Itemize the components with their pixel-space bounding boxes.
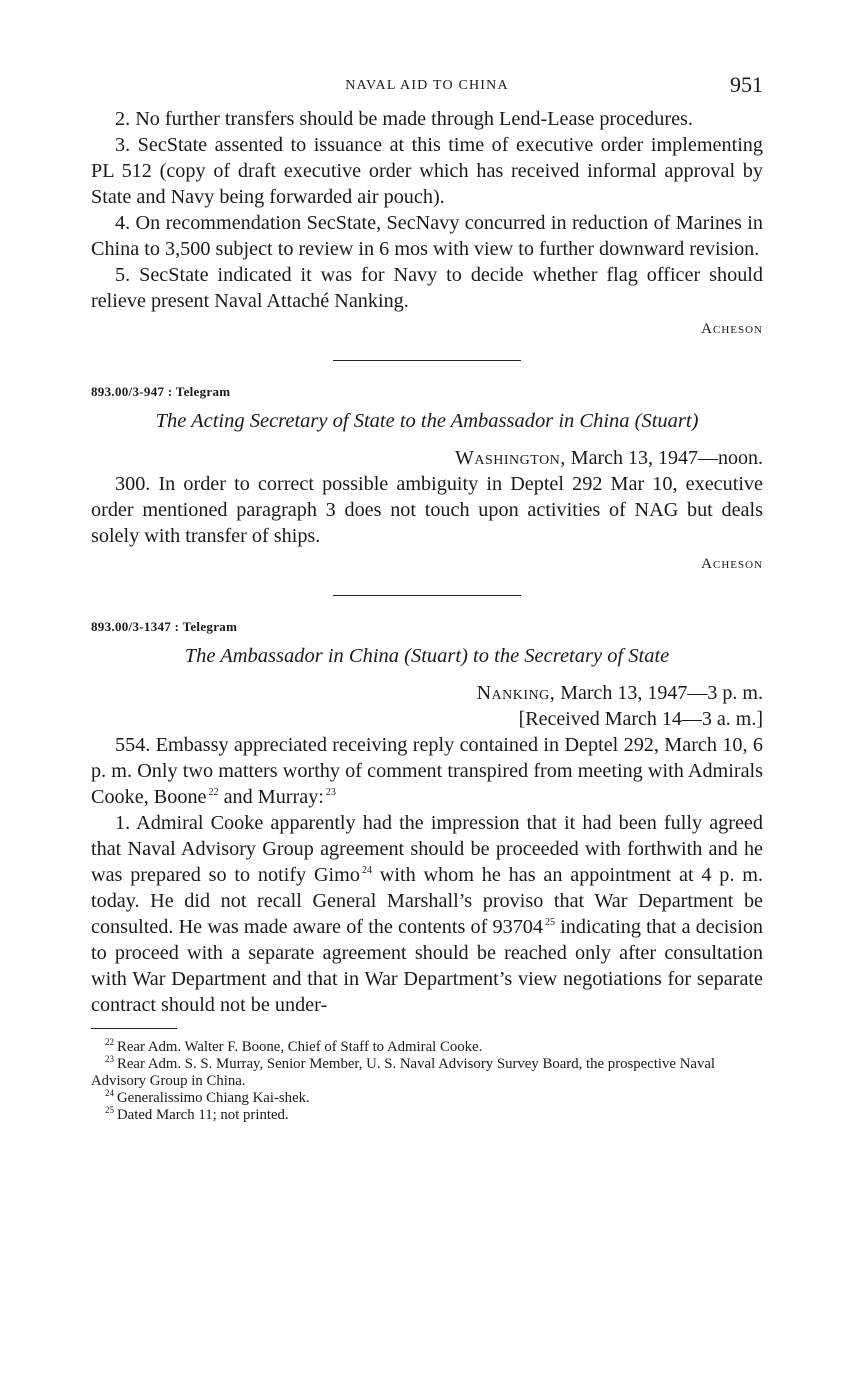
footnote-text: Dated March 11; not printed. <box>117 1107 289 1123</box>
document-telegram-2 <box>91 618 763 1018</box>
paragraph: 5. SecState indicated it was for Navy to decide whether flag officer should relieve present Naval Attaché Nanking. <box>91 264 763 312</box>
paragraph-text: 1. Admiral Cooke apparently had the impression that it had been fully agreed that Naval Advisory Group agreement should be proceeded with forthwith and he was prepared so to notify Gimo <box>91 812 763 886</box>
page-number: 951 <box>730 72 763 97</box>
paragraph: 4. On recommendation SecState, SecNavy concurred in reduction of Marines in China to 3,500 subject to review in 6 mos with view to further downward revision. <box>91 212 763 260</box>
paragraph-text: indicating that a decision to proceed with a separate agreement should be reached only after consultation with War Department and that in War Department’s view negotiations for separate contract should not be under- <box>91 916 764 1016</box>
footnote <box>91 1039 763 1056</box>
footnote-text: Rear Adm. S. S. Murray, Senior Member, U. S. Naval Advisory Survey Board, the prospective Naval Advisory Group in China. <box>91 1056 716 1089</box>
paragraph: 3. SecState assented to issuance at this time of executive order implementing PL 512 (copy of draft executive order which has received informal approval by State and Navy being forwarded air pouch). <box>91 134 763 208</box>
document-telegram-1 <box>91 383 763 575</box>
signature: Acheson <box>701 556 763 572</box>
dateline-date: March 13, 1947—noon. <box>570 447 763 469</box>
paragraph-text: with whom he has an appointment at 4 p. m. today. He did not recall General Marshall’s proviso that War Department be consulted. He was made aware of the contents of 93704 <box>91 864 763 938</box>
paragraph-text: and Murray: <box>223 786 324 808</box>
section-divider <box>333 595 521 596</box>
page-header <box>91 70 763 106</box>
file-number: 893.00/3-947 : Telegram <box>91 384 231 399</box>
footnote-ref: 22 <box>208 787 219 799</box>
footnote-number: 24 <box>105 1088 114 1099</box>
dateline <box>91 445 763 471</box>
received-line: [Received March 14—3 a. m.] <box>518 708 763 730</box>
footnote <box>91 1090 763 1107</box>
dateline-place: Nanking, <box>476 682 556 704</box>
footnote-number: 25 <box>105 1105 114 1116</box>
footnotes <box>91 1039 763 1124</box>
dateline <box>91 680 763 706</box>
paragraph <box>91 810 763 1018</box>
footnote <box>91 1107 763 1124</box>
paragraph: 300. In order to correct possible ambiguity in Deptel 292 Mar 10, executive order mentioned paragraph 3 does not touch upon activities of NAG but deals solely with transfer of ships. <box>91 473 763 547</box>
footnote-text: Generalissimo Chiang Kai-shek. <box>117 1090 310 1106</box>
file-number: 893.00/3-1347 : Telegram <box>91 619 238 634</box>
footnote-ref: 24 <box>361 865 372 877</box>
dateline-place: Washington, <box>455 447 566 469</box>
dateline-date: March 13, 1947—3 p. m. <box>560 682 763 704</box>
section-continued <box>91 106 763 340</box>
paragraph: 2. No further transfers should be made through Lend-Lease procedures. <box>115 108 693 130</box>
footnote-number: 22 <box>105 1037 114 1048</box>
paragraph <box>91 732 763 810</box>
signature: Acheson <box>701 321 763 337</box>
section-divider <box>333 360 521 361</box>
document-title: The Acting Secretary of State to the Ambassador in China (Stuart) <box>155 410 699 432</box>
document-title: The Ambassador in China (Stuart) to the Secretary of State <box>184 645 670 667</box>
footnote-text: Rear Adm. Walter F. Boone, Chief of Staff to Admiral Cooke. <box>117 1039 483 1055</box>
footnote <box>91 1056 763 1090</box>
footnote-number: 23 <box>105 1054 114 1065</box>
paragraph-text: 554. Embassy appreciated receiving reply contained in Deptel 292, March 10, 6 p. m. Only two matters worthy of comment transpired from meeting with Admirals Cooke, Boone <box>91 734 763 808</box>
footnote-ref: 23 <box>325 787 336 799</box>
footnote-rule <box>91 1028 177 1029</box>
document-page <box>91 70 763 1124</box>
footnote-ref: 25 <box>545 917 555 929</box>
running-head: NAVAL AID TO CHINA <box>345 78 509 93</box>
